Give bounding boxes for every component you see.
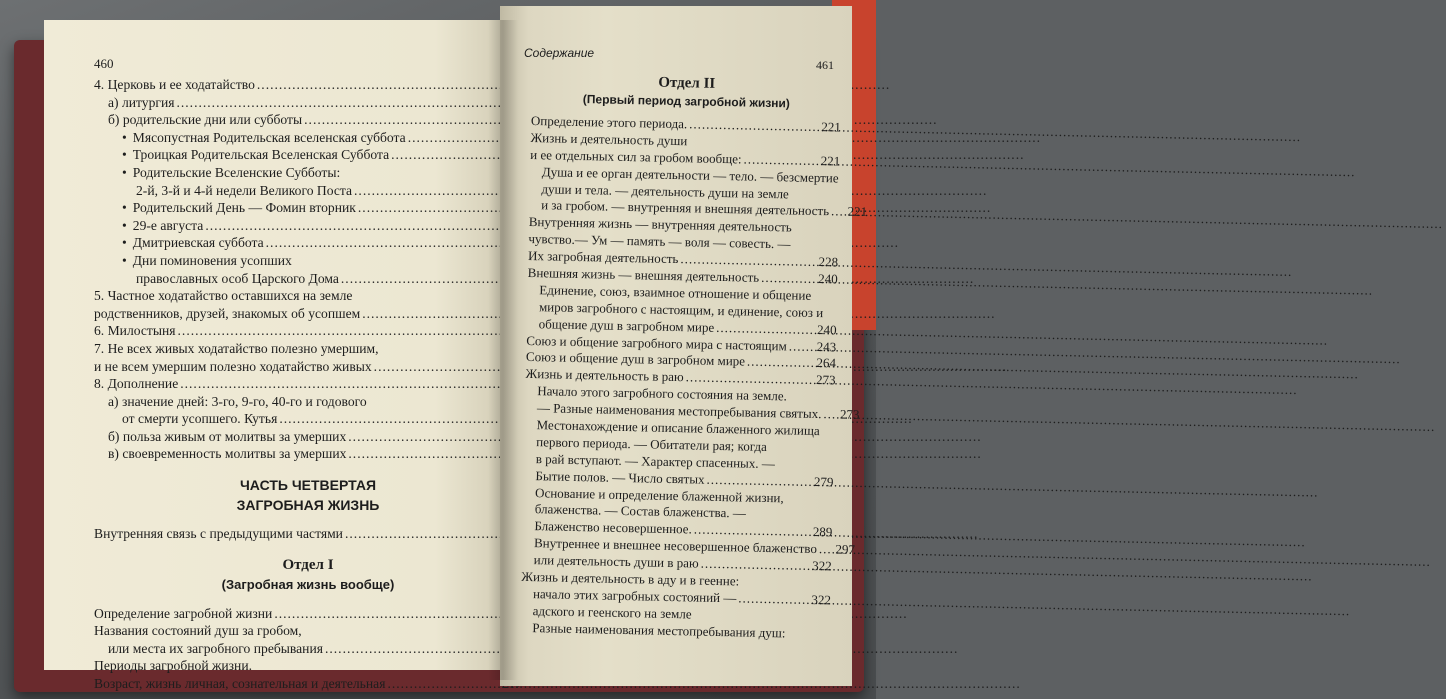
toc-entry-text: Внутреннее и внешнее несовершенное блаженство — [533, 535, 818, 557]
leader-dots — [279, 410, 494, 428]
section-subtitle: (Загробная жизнь вообще) — [221, 576, 395, 592]
toc-entry-text: общение душ в загробном мире — [538, 315, 715, 335]
toc-entry — [94, 640, 522, 658]
leader-dots — [738, 590, 803, 608]
toc-entry-text: Разные наименования местопребывания душ: — [532, 619, 786, 641]
toc-entry-page: 289 — [812, 524, 833, 540]
toc-entry-text: 5. Частное ходатайство оставшихся на земле — [94, 288, 353, 304]
toc-entry — [94, 182, 522, 200]
toc-entry-text: первого периода. — Обитатели рая; когда — [536, 434, 768, 454]
leader-dots — [362, 305, 494, 323]
toc-entry-text: • Родительские Вселенские Субботы: — [122, 164, 340, 182]
toc-entry-text: 7. Не всех живых ходатайство полезно умершим, — [94, 340, 379, 356]
toc-entry — [94, 270, 522, 288]
toc-entry-text: — Разные наименования местопребывания святых. — [536, 400, 822, 422]
toc-entry-text: • Дни поминовения усопших — [122, 252, 292, 270]
left-section-items — [94, 605, 522, 693]
leader-dots — [274, 605, 494, 623]
toc-entry-text: Их загробная деятельность — [527, 248, 679, 267]
leader-dots — [257, 76, 494, 94]
toc-entry-text: б) родительские дни или субботы — [108, 112, 303, 128]
leader-dots — [348, 445, 494, 463]
leader-dots — [180, 375, 494, 393]
leader-dots — [819, 541, 827, 558]
toc-entry — [94, 393, 522, 411]
right-toc-items — [520, 112, 868, 643]
toc-entry-text: б) польза живым от молитвы за умерших — [108, 428, 347, 444]
toc-entry — [94, 199, 522, 217]
right-toc — [520, 70, 868, 643]
toc-entry — [94, 605, 522, 623]
toc-entry-text: Жизнь и деятельность в аду и в геенне: — [521, 568, 740, 589]
leader-dots — [391, 146, 494, 164]
toc-entry-text: Начало этого загробного состояния на земле. — [537, 383, 787, 404]
leader-dots — [747, 354, 808, 372]
toc-entry-page: 297 — [835, 541, 856, 558]
leader-dots — [325, 640, 494, 658]
leader-dots — [341, 270, 494, 288]
leader-dots — [178, 322, 494, 340]
toc-entry — [94, 129, 522, 147]
toc-entry-text: родственников, друзей, знакомых об усопшем — [94, 305, 361, 321]
toc-entry-text: Бытие полов. — Число святых — [535, 467, 705, 487]
leader-dots — [706, 471, 805, 490]
leader-dots — [831, 204, 839, 221]
toc-entry-text: Союз и общение загробного мира с настоящим — [526, 332, 787, 353]
toc-entry-page: 273 — [839, 406, 860, 423]
toc-entry-page: 228 — [818, 254, 839, 270]
toc-entry-text: от смерти усопшего. Кутья — [122, 411, 278, 427]
toc-entry — [94, 410, 522, 428]
toc-entry-text: а) литургия — [108, 94, 175, 110]
toc-entry — [94, 322, 522, 340]
leader-dots — [823, 406, 831, 423]
toc-entry-text: Названия состояний душ за гробом, — [94, 623, 302, 639]
toc-entry-page: 322 — [811, 591, 832, 608]
toc-entry-text: Периоды загробной жизни. — [94, 658, 252, 674]
toc-entry — [94, 305, 522, 323]
toc-entry-text: 4. Церковь и ее ходатайство — [94, 77, 255, 92]
leader-dots — [408, 129, 494, 147]
toc-entry-page: 273 — [815, 372, 836, 388]
toc-entry — [94, 146, 522, 164]
toc-entry-text: или места их загробного пребывания — [108, 640, 323, 656]
left-toc-items — [94, 76, 522, 463]
part-subtitle: ЗАГРОБНАЯ ЖИЗНЬ — [236, 497, 380, 514]
leader-dots — [374, 358, 494, 376]
toc-entry-text: адского и геенского на земле — [532, 602, 692, 622]
right-section-title: Отдел II — [658, 74, 716, 92]
toc-entry-text: Определение этого периода. — [530, 112, 688, 132]
toc-entry-text: в) своевременность молитвы за умерших — [108, 446, 347, 462]
toc-entry-page: 264 — [816, 355, 837, 371]
toc-entry — [94, 94, 522, 112]
part-title: ЧАСТЬ ЧЕТВЕРТАЯ — [239, 477, 377, 494]
toc-entry-text: 8. Дополнение — [94, 376, 179, 392]
toc-entry-text: Возраст, жизнь личная, сознательная и деятельная — [94, 676, 386, 692]
toc-entry — [94, 525, 522, 543]
left-toc — [94, 76, 522, 693]
toc-entry-text: • Троицкая Родительская Вселенская Суббота — [122, 146, 389, 164]
toc-entry-page: 279 — [813, 473, 834, 490]
toc-entry-text: Внутренняя жизнь — внутренняя деятельность — [528, 214, 792, 235]
leader-dots — [387, 675, 494, 693]
leader-dots — [716, 320, 809, 339]
toc-entry-page: 240 — [816, 321, 837, 338]
toc-entry-text: и не всем умершим полезно ходатайство живых — [94, 358, 372, 374]
leader-dots — [701, 556, 804, 575]
toc-entry-text: Местонахождение и описание блаженного жилища — [536, 417, 820, 439]
toc-entry-text: Жизнь и деятельность в раю — [525, 366, 684, 385]
right-page — [500, 6, 868, 686]
toc-entry-text: Внутренняя связь с предыдущими частями — [94, 526, 343, 542]
toc-entry — [94, 217, 522, 235]
toc-entry-text: и за гробом. — внутренняя и внешняя деятельность — [541, 197, 830, 219]
leader-dots — [358, 199, 494, 217]
toc-entry-text: начало этих загробных состояний — — [532, 586, 737, 606]
toc-entry-text: миров загробного с настоящим, и единение, союз и — [538, 298, 824, 320]
toc-entry-text: Жизнь и деятельность души — [530, 129, 688, 149]
left-page-number: 460 — [94, 56, 114, 71]
right-page-number: 461 — [816, 58, 834, 72]
left-page — [44, 20, 504, 692]
toc-entry-text: а) значение дней: 3-го, 9-го, 40-го и годового — [108, 393, 367, 409]
toc-entry-page: 221 — [847, 204, 868, 220]
toc-entry — [94, 111, 522, 129]
leader-dots — [266, 234, 494, 252]
toc-entry-text: блаженства. — Состав блаженства. — — [534, 501, 746, 522]
toc-entry — [94, 445, 522, 463]
toc-entry-text: • Мясопустная Родительская вселенская суббота — [122, 129, 406, 147]
toc-entry — [94, 428, 522, 446]
toc-entry — [94, 340, 522, 358]
toc-entry-text: 6. Милостыня — [94, 323, 176, 339]
toc-entry — [94, 287, 522, 305]
toc-entry-text: православных особ Царского Дома — [136, 270, 339, 286]
leader-dots — [761, 270, 810, 288]
toc-entry — [94, 164, 522, 182]
toc-entry-text: Единение, союз, взаимное отношение и общение — [539, 282, 812, 303]
leader-dots — [348, 428, 494, 446]
spine-shadow — [488, 20, 518, 680]
toc-entry — [94, 234, 522, 252]
toc-entry — [94, 675, 522, 693]
leader-dots — [789, 338, 809, 355]
toc-entry-text: или деятельность души в раю — [533, 552, 699, 571]
leader-dots — [743, 151, 812, 169]
section-title: Отдел I — [282, 556, 334, 573]
toc-entry-text: 2-й, 3-й и 4-й недели Великого Поста — [136, 182, 353, 198]
toc-entry — [94, 375, 522, 393]
leader-dots — [176, 94, 494, 112]
toc-entry-text: Определение загробной жизни — [94, 605, 273, 621]
leader-dots — [345, 525, 494, 543]
toc-entry-text: Союз и общение душ в загробном мире — [525, 349, 746, 369]
leader-dots — [304, 111, 494, 129]
toc-entry-text: чувство.— Ум — память — воля — совесть. — — [528, 231, 791, 252]
toc-entry-text: Внешняя жизнь — внешняя деятельность — [527, 264, 760, 285]
leader-dots — [205, 217, 494, 235]
toc-entry — [94, 76, 522, 94]
toc-entry-text: • Дмитриевская суббота — [122, 234, 264, 252]
toc-entry — [94, 622, 522, 640]
leader-dots — [354, 182, 494, 200]
toc-entry-text: Основание и определение блаженной жизни, — [535, 484, 784, 505]
toc-entry-page: 243 — [816, 338, 837, 355]
right-section-subtitle: (Первый период загробной жизни) — [582, 92, 791, 111]
toc-entry-text: Блаженство несовершенное. — [534, 518, 692, 537]
toc-entry-text: • Родительский День — Фомин вторник — [122, 199, 356, 217]
leader-dots — [689, 116, 813, 135]
toc-entry-page: 322 — [812, 558, 832, 574]
toc-entry-text: души и тела. — деятельность души на земле — [541, 180, 789, 201]
toc-entry-page: 240 — [818, 271, 838, 287]
toc-entry — [94, 657, 522, 675]
toc-entry-text: и ее отдельных сил за гробом вообще: — [530, 146, 742, 167]
toc-entry-text: Душа и ее орган деятельности — тело. — безсмертие — [541, 163, 839, 186]
toc-entry — [94, 252, 522, 270]
toc-entry-page: 221 — [820, 152, 841, 169]
running-head: Содержание — [524, 46, 595, 60]
toc-entry-text: • 29-е августа — [122, 217, 203, 235]
toc-entry — [94, 358, 522, 376]
toc-entry-text: в рай вступают. — Характер спасенных. — — [535, 450, 776, 471]
toc-entry-page: 221 — [821, 119, 842, 135]
